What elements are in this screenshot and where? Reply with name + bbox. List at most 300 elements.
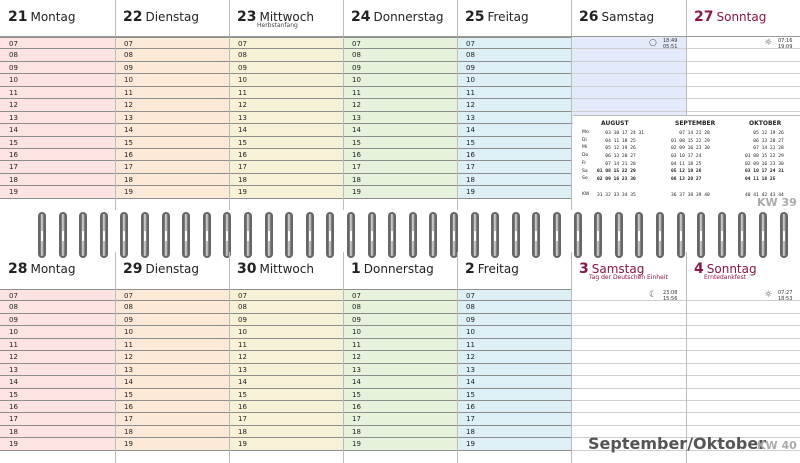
hour-slot[interactable]: 13 bbox=[457, 364, 571, 376]
hour-slot[interactable]: 13 bbox=[343, 112, 457, 124]
hour-slot[interactable]: 13 bbox=[115, 112, 229, 124]
kw-label-39: KW 39 bbox=[757, 196, 797, 209]
day-header bbox=[8, 258, 75, 277]
mini-cal-row: 07 14 21 28 bbox=[671, 131, 710, 136]
rise-time: 18:49 bbox=[663, 38, 678, 44]
hour-slot[interactable]: 07 bbox=[229, 37, 343, 49]
day-note: Erntedankfest bbox=[704, 274, 747, 281]
day-number: 3 bbox=[579, 261, 589, 277]
hour-slot[interactable] bbox=[571, 99, 686, 111]
mini-cal-weekday: Mo bbox=[582, 130, 589, 135]
hour-slot[interactable]: 19 bbox=[343, 186, 457, 198]
column-divider bbox=[457, 0, 458, 210]
hour-slot[interactable]: 11 bbox=[343, 87, 457, 99]
mini-cal-row: 04 11 18 25 bbox=[597, 138, 636, 144]
day-number: 24 bbox=[351, 9, 371, 25]
hour-slot[interactable]: 07 bbox=[343, 289, 457, 301]
day-number: 26 bbox=[579, 9, 599, 25]
hour-slot[interactable]: 11 bbox=[115, 339, 229, 351]
set-time: 05:51 bbox=[663, 44, 678, 50]
hour-grid bbox=[343, 37, 457, 199]
hour-slot[interactable]: 07 bbox=[457, 289, 571, 301]
hour-slot[interactable]: 17 bbox=[229, 413, 343, 425]
hour-slot[interactable] bbox=[686, 376, 800, 388]
sun-icon: ☼ bbox=[764, 38, 773, 48]
day-donnerstag bbox=[343, 0, 457, 210]
hour-slot[interactable]: 10 bbox=[0, 74, 115, 86]
hour-slot[interactable]: 17 bbox=[0, 413, 115, 425]
hour-slot[interactable]: 10 bbox=[229, 74, 343, 86]
hour-slot[interactable]: 18 bbox=[229, 174, 343, 186]
mini-cal-row: 04 11 18 25 bbox=[745, 177, 776, 183]
hour-slot[interactable]: 08 bbox=[343, 301, 457, 313]
day-number: 1 bbox=[351, 261, 361, 277]
hour-slot[interactable] bbox=[571, 49, 686, 61]
hour-grid bbox=[343, 289, 457, 451]
hour-slot[interactable]: 12 bbox=[457, 99, 571, 111]
mini-cal-row: 02 09 16 23 30 bbox=[597, 177, 636, 183]
mini-cal-row bbox=[745, 184, 784, 192]
hour-slot[interactable]: 16 bbox=[343, 149, 457, 161]
mini-cal-row: 04 11 18 25 bbox=[671, 161, 702, 167]
day-name: Samstag bbox=[591, 262, 645, 276]
column-divider bbox=[115, 0, 116, 210]
hour-slot[interactable]: 10 bbox=[457, 326, 571, 338]
week-40 bbox=[0, 252, 800, 463]
kw-label-40: KW 40 bbox=[757, 439, 797, 452]
day-header bbox=[351, 6, 444, 25]
hour-slot[interactable] bbox=[686, 339, 800, 351]
column-divider bbox=[343, 0, 344, 210]
set-time: 19:09 bbox=[778, 44, 793, 50]
column-divider bbox=[115, 252, 116, 463]
hour-slot[interactable]: 17 bbox=[229, 161, 343, 173]
hour-slot[interactable]: 10 bbox=[229, 326, 343, 338]
day-name: Donnerstag bbox=[373, 10, 444, 24]
hour-slot[interactable]: 19 bbox=[229, 438, 343, 450]
mini-cal-weekday: Mi bbox=[582, 145, 588, 151]
hour-slot[interactable] bbox=[686, 301, 800, 313]
hour-slot[interactable]: 12 bbox=[343, 351, 457, 363]
mini-cal-row: 03 10 17 24 bbox=[671, 154, 702, 160]
hour-slot[interactable]: 07 bbox=[0, 37, 115, 49]
mini-cal-weekday: Fr bbox=[582, 160, 587, 166]
rise-time: 23:08 bbox=[663, 290, 678, 296]
day-number: 28 bbox=[8, 261, 28, 277]
hour-grid bbox=[0, 37, 115, 199]
hour-slot[interactable]: 08 bbox=[229, 49, 343, 61]
hour-slot[interactable]: 15 bbox=[457, 137, 571, 149]
hour-slot[interactable]: 08 bbox=[457, 301, 571, 313]
hour-slot[interactable]: 14 bbox=[115, 376, 229, 388]
day-dienstag bbox=[115, 252, 229, 463]
hour-slot[interactable]: 09 bbox=[115, 314, 229, 326]
hour-slot[interactable]: 17 bbox=[457, 161, 571, 173]
hour-grid bbox=[115, 37, 229, 199]
hour-slot[interactable]: 11 bbox=[457, 339, 571, 351]
hour-slot[interactable]: 07 bbox=[229, 289, 343, 301]
hour-slot[interactable]: 18 bbox=[229, 426, 343, 438]
hour-grid bbox=[457, 37, 571, 199]
rise-set-times bbox=[778, 38, 792, 50]
hour-slot[interactable] bbox=[571, 351, 686, 363]
hour-slot[interactable]: 18 bbox=[343, 174, 457, 186]
day-number: 25 bbox=[465, 9, 485, 25]
hour-slot[interactable]: 16 bbox=[0, 401, 115, 413]
hour-slot[interactable]: 15 bbox=[343, 389, 457, 401]
hour-slot[interactable]: 19 bbox=[0, 438, 115, 450]
hour-slot[interactable]: 19 bbox=[457, 438, 571, 450]
hour-slot[interactable]: 14 bbox=[0, 124, 115, 136]
column-divider bbox=[343, 252, 344, 463]
hour-slot[interactable]: 16 bbox=[343, 401, 457, 413]
day-number: 30 bbox=[237, 261, 257, 277]
mini-cal-grid bbox=[671, 130, 710, 199]
hour-slot[interactable]: 18 bbox=[0, 426, 115, 438]
hour-slot[interactable]: 16 bbox=[229, 401, 343, 413]
hour-slot[interactable] bbox=[571, 364, 686, 376]
hour-slot[interactable]: 14 bbox=[457, 124, 571, 136]
hour-slot[interactable]: 12 bbox=[115, 351, 229, 363]
hour-slot[interactable]: 09 bbox=[0, 62, 115, 74]
hour-slot[interactable]: 17 bbox=[343, 413, 457, 425]
mini-cal-row bbox=[597, 184, 644, 192]
mini-cal-row: 02 09 16 23 30 bbox=[745, 161, 784, 167]
hour-grid bbox=[686, 37, 800, 124]
hour-slot[interactable]: 08 bbox=[115, 49, 229, 61]
hour-slot[interactable]: 08 bbox=[0, 49, 115, 61]
hour-slot[interactable]: 14 bbox=[343, 124, 457, 136]
mini-cal-month: SEPTEMBER bbox=[675, 120, 716, 127]
day-name: Mittwoch bbox=[259, 262, 314, 276]
hour-slot[interactable]: 17 bbox=[457, 413, 571, 425]
hour-slot[interactable]: 15 bbox=[457, 389, 571, 401]
mini-cal-row: 05 12 19 26 bbox=[745, 131, 784, 136]
hour-slot[interactable]: 12 bbox=[0, 99, 115, 111]
day-note: Herbstanfang bbox=[257, 22, 298, 29]
day-montag bbox=[0, 0, 115, 210]
hour-slot[interactable] bbox=[686, 49, 800, 61]
day-name: Montag bbox=[30, 10, 76, 24]
hour-slot[interactable]: 19 bbox=[115, 438, 229, 450]
day-note: Tag der Deutschen Einheit bbox=[589, 274, 668, 281]
mini-cal-row: 05 12 19 26 bbox=[671, 169, 702, 175]
hour-slot[interactable]: 12 bbox=[229, 99, 343, 111]
mini-cal-weekday: Sa bbox=[582, 168, 588, 174]
hour-slot[interactable]: 13 bbox=[0, 112, 115, 124]
hour-slot[interactable]: 07 bbox=[343, 37, 457, 49]
hour-slot[interactable]: 17 bbox=[115, 161, 229, 173]
day-header bbox=[694, 6, 766, 25]
hour-slot[interactable]: 15 bbox=[229, 389, 343, 401]
hour-grid bbox=[0, 289, 115, 451]
day-samstag bbox=[571, 252, 686, 463]
day-header bbox=[351, 258, 434, 277]
hour-slot[interactable]: 07 bbox=[115, 289, 229, 301]
mini-cal-row: 01 08 15 22 29 bbox=[597, 169, 636, 175]
day-mittwoch bbox=[229, 0, 343, 210]
mini-cal-row: 05 12 19 26 bbox=[597, 146, 636, 152]
hour-slot[interactable] bbox=[571, 87, 686, 99]
mini-cal-grid bbox=[745, 130, 784, 199]
hour-slot[interactable]: 14 bbox=[457, 376, 571, 388]
hour-slot[interactable]: 18 bbox=[115, 426, 229, 438]
mini-cal-row: 01 08 15 22 29 bbox=[671, 138, 710, 144]
mini-cal-row bbox=[671, 184, 710, 192]
day-freitag bbox=[457, 252, 571, 463]
hour-slot[interactable] bbox=[686, 401, 800, 413]
mini-cal-month: AUGUST bbox=[601, 120, 629, 127]
hour-slot[interactable] bbox=[571, 339, 686, 351]
hour-slot[interactable] bbox=[686, 314, 800, 326]
hour-slot[interactable]: 12 bbox=[115, 99, 229, 111]
hour-slot[interactable]: 19 bbox=[457, 186, 571, 198]
hour-slot[interactable]: 15 bbox=[0, 389, 115, 401]
mini-cal-row: 07 14 21 28 bbox=[597, 161, 636, 167]
month-title: September/Oktober bbox=[588, 434, 767, 453]
mini-cal-weekday: KW bbox=[582, 191, 590, 197]
hour-slot[interactable]: 14 bbox=[229, 376, 343, 388]
hour-slot[interactable]: 15 bbox=[343, 137, 457, 149]
hour-slot[interactable]: 19 bbox=[343, 438, 457, 450]
divider bbox=[0, 36, 800, 37]
rise-set-times bbox=[663, 290, 677, 302]
day-number: 4 bbox=[694, 261, 704, 277]
mini-cal-row: 40 41 42 43 44 bbox=[745, 192, 784, 198]
hour-slot[interactable]: 11 bbox=[229, 339, 343, 351]
hour-slot[interactable]: 07 bbox=[0, 289, 115, 301]
hour-slot[interactable]: 18 bbox=[343, 426, 457, 438]
hour-slot[interactable]: 12 bbox=[229, 351, 343, 363]
hour-slot[interactable]: 18 bbox=[457, 174, 571, 186]
hour-grid bbox=[457, 289, 571, 451]
day-number: 21 bbox=[8, 9, 28, 25]
hour-slot[interactable]: 08 bbox=[0, 301, 115, 313]
hour-slot[interactable]: 14 bbox=[0, 376, 115, 388]
day-name: Donnerstag bbox=[363, 262, 434, 276]
day-header bbox=[465, 258, 519, 277]
day-sonntag bbox=[686, 252, 800, 463]
column-divider bbox=[571, 252, 572, 463]
mini-cal-row: 06 13 20 27 bbox=[745, 138, 784, 144]
hour-slot[interactable]: 18 bbox=[457, 426, 571, 438]
day-name: Sonntag bbox=[706, 262, 757, 276]
hour-slot[interactable]: 08 bbox=[457, 49, 571, 61]
column-divider bbox=[229, 0, 230, 210]
hour-slot[interactable] bbox=[686, 326, 800, 338]
day-name: Freitag bbox=[477, 262, 519, 276]
hour-slot[interactable] bbox=[686, 351, 800, 363]
day-header bbox=[123, 258, 199, 277]
hour-slot[interactable]: 08 bbox=[115, 301, 229, 313]
hour-slot[interactable] bbox=[571, 389, 686, 401]
mini-cal-row: 36 37 38 39 40 bbox=[671, 192, 710, 198]
set-time: 15:56 bbox=[663, 296, 678, 302]
hour-slot[interactable]: 08 bbox=[229, 301, 343, 313]
rise-time: 07:16 bbox=[778, 38, 793, 44]
day-dienstag bbox=[115, 0, 229, 210]
day-donnerstag bbox=[343, 252, 457, 463]
hour-slot[interactable]: 19 bbox=[229, 186, 343, 198]
day-number: 23 bbox=[237, 9, 257, 25]
mini-cal-row: 31 32 33 34 35 bbox=[597, 192, 636, 198]
hour-grid bbox=[115, 289, 229, 451]
hour-slot[interactable]: 10 bbox=[457, 74, 571, 86]
hour-slot[interactable]: 16 bbox=[457, 149, 571, 161]
hour-slot[interactable] bbox=[686, 99, 800, 111]
mini-cal-row: 06 13 20 27 bbox=[671, 177, 702, 183]
hour-slot[interactable]: 15 bbox=[229, 137, 343, 149]
hour-slot[interactable]: 10 bbox=[343, 74, 457, 86]
day-header bbox=[8, 6, 75, 25]
mini-cal-row: 06 13 20 27 bbox=[597, 154, 636, 160]
hour-slot[interactable]: 18 bbox=[0, 174, 115, 186]
hour-slot[interactable]: 19 bbox=[0, 186, 115, 198]
hour-slot[interactable]: 10 bbox=[0, 326, 115, 338]
day-number: 27 bbox=[694, 9, 714, 25]
hour-slot[interactable]: 10 bbox=[115, 74, 229, 86]
hour-slot[interactable]: 12 bbox=[343, 99, 457, 111]
hour-slot[interactable]: 09 bbox=[343, 314, 457, 326]
hour-slot[interactable]: 11 bbox=[115, 87, 229, 99]
hour-slot[interactable]: 15 bbox=[0, 137, 115, 149]
hour-slot[interactable]: 10 bbox=[115, 326, 229, 338]
hour-slot[interactable]: 16 bbox=[0, 149, 115, 161]
day-header bbox=[579, 6, 654, 25]
hour-slot[interactable] bbox=[686, 413, 800, 425]
hour-slot[interactable]: 16 bbox=[229, 149, 343, 161]
hour-slot[interactable]: 08 bbox=[343, 49, 457, 61]
hour-slot[interactable]: 15 bbox=[115, 389, 229, 401]
hour-slot[interactable] bbox=[686, 87, 800, 99]
mini-cal-grid bbox=[597, 130, 644, 199]
set-time: 18:53 bbox=[778, 296, 793, 302]
rise-set-times bbox=[778, 290, 792, 302]
hour-slot[interactable]: 09 bbox=[229, 314, 343, 326]
hour-slot[interactable]: 15 bbox=[115, 137, 229, 149]
hour-slot[interactable]: 13 bbox=[229, 364, 343, 376]
mini-cal-row: 07 14 21 28 bbox=[745, 146, 784, 152]
hour-slot[interactable]: 13 bbox=[457, 112, 571, 124]
rise-set-times bbox=[663, 38, 677, 50]
mini-cal-weekday: Do bbox=[582, 153, 589, 159]
mini-cal-row: 02 09 16 23 30 bbox=[671, 146, 710, 152]
day-name: Montag bbox=[30, 262, 76, 276]
hour-slot[interactable]: 14 bbox=[229, 124, 343, 136]
mini-cal-weekday: Di bbox=[582, 137, 587, 143]
hour-slot[interactable]: 18 bbox=[115, 174, 229, 186]
hour-slot[interactable]: 16 bbox=[115, 401, 229, 413]
hour-slot[interactable] bbox=[571, 376, 686, 388]
day-name: Mittwoch bbox=[259, 10, 314, 24]
day-name: Freitag bbox=[487, 10, 529, 24]
hour-slot[interactable]: 17 bbox=[115, 413, 229, 425]
moon-icon: ○ bbox=[649, 38, 657, 48]
column-divider bbox=[686, 252, 687, 463]
day-name: Sonntag bbox=[716, 10, 767, 24]
hour-slot[interactable]: 13 bbox=[229, 112, 343, 124]
hour-slot[interactable] bbox=[686, 74, 800, 86]
day-freitag bbox=[457, 0, 571, 210]
day-montag bbox=[0, 252, 115, 463]
mini-cal-row: 03 10 17 24 31 bbox=[745, 169, 784, 175]
hour-slot[interactable] bbox=[571, 314, 686, 326]
column-divider bbox=[229, 252, 230, 463]
day-header bbox=[123, 6, 199, 25]
moon-icon: ☾ bbox=[649, 290, 658, 300]
hour-slot[interactable]: 09 bbox=[229, 62, 343, 74]
hour-slot[interactable]: 13 bbox=[115, 364, 229, 376]
hour-slot[interactable]: 17 bbox=[343, 161, 457, 173]
hour-slot[interactable] bbox=[571, 413, 686, 425]
day-name: Samstag bbox=[601, 10, 655, 24]
hour-slot[interactable]: 11 bbox=[229, 87, 343, 99]
hour-slot[interactable]: 09 bbox=[457, 314, 571, 326]
hour-slot[interactable]: 11 bbox=[343, 339, 457, 351]
hour-slot[interactable] bbox=[686, 364, 800, 376]
hour-slot[interactable] bbox=[571, 326, 686, 338]
hour-slot[interactable]: 14 bbox=[115, 124, 229, 136]
hour-slot[interactable]: 17 bbox=[0, 161, 115, 173]
hour-slot[interactable]: 12 bbox=[0, 351, 115, 363]
hour-slot[interactable]: 09 bbox=[0, 314, 115, 326]
hour-slot[interactable]: 13 bbox=[0, 364, 115, 376]
mini-cal-row: 03 10 17 24 31 bbox=[597, 131, 645, 136]
mini-cal-weekday: So bbox=[582, 176, 588, 182]
hour-slot[interactable] bbox=[686, 389, 800, 401]
day-number: 2 bbox=[465, 261, 475, 277]
hour-slot[interactable]: 11 bbox=[457, 87, 571, 99]
mini-cal-row: 01 08 15 22 29 bbox=[745, 154, 784, 160]
hour-slot[interactable]: 16 bbox=[115, 149, 229, 161]
hour-slot[interactable]: 16 bbox=[457, 401, 571, 413]
hour-slot[interactable]: 11 bbox=[0, 87, 115, 99]
column-divider bbox=[457, 252, 458, 463]
hour-slot[interactable]: 14 bbox=[343, 376, 457, 388]
hour-slot[interactable]: 19 bbox=[115, 186, 229, 198]
hour-grid bbox=[229, 37, 343, 199]
column-divider bbox=[571, 0, 572, 210]
day-name: Dienstag bbox=[145, 262, 199, 276]
day-number: 22 bbox=[123, 9, 143, 25]
mini-cal-month: OKTOBER bbox=[749, 120, 782, 127]
hour-slot[interactable] bbox=[686, 62, 800, 74]
sun-icon: ☼ bbox=[764, 290, 773, 300]
day-header bbox=[237, 258, 314, 277]
hour-slot[interactable] bbox=[571, 74, 686, 86]
hour-slot[interactable]: 09 bbox=[343, 62, 457, 74]
hour-slot[interactable]: 12 bbox=[457, 351, 571, 363]
rise-time: 07:27 bbox=[778, 290, 793, 296]
hour-grid bbox=[686, 289, 800, 451]
day-name: Dienstag bbox=[145, 10, 199, 24]
hour-slot[interactable]: 09 bbox=[457, 62, 571, 74]
day-header bbox=[465, 6, 529, 25]
hour-slot[interactable]: 13 bbox=[343, 364, 457, 376]
day-number: 29 bbox=[123, 261, 143, 277]
hour-grid bbox=[229, 289, 343, 451]
hour-slot[interactable]: 10 bbox=[343, 326, 457, 338]
hour-slot[interactable]: 07 bbox=[115, 37, 229, 49]
hour-grid bbox=[571, 289, 686, 451]
hour-slot[interactable]: 09 bbox=[115, 62, 229, 74]
hour-slot[interactable]: 07 bbox=[457, 37, 571, 49]
hour-slot[interactable] bbox=[571, 401, 686, 413]
hour-slot[interactable]: 11 bbox=[0, 339, 115, 351]
day-mittwoch bbox=[229, 252, 343, 463]
hour-slot[interactable] bbox=[571, 301, 686, 313]
hour-slot[interactable] bbox=[571, 62, 686, 74]
